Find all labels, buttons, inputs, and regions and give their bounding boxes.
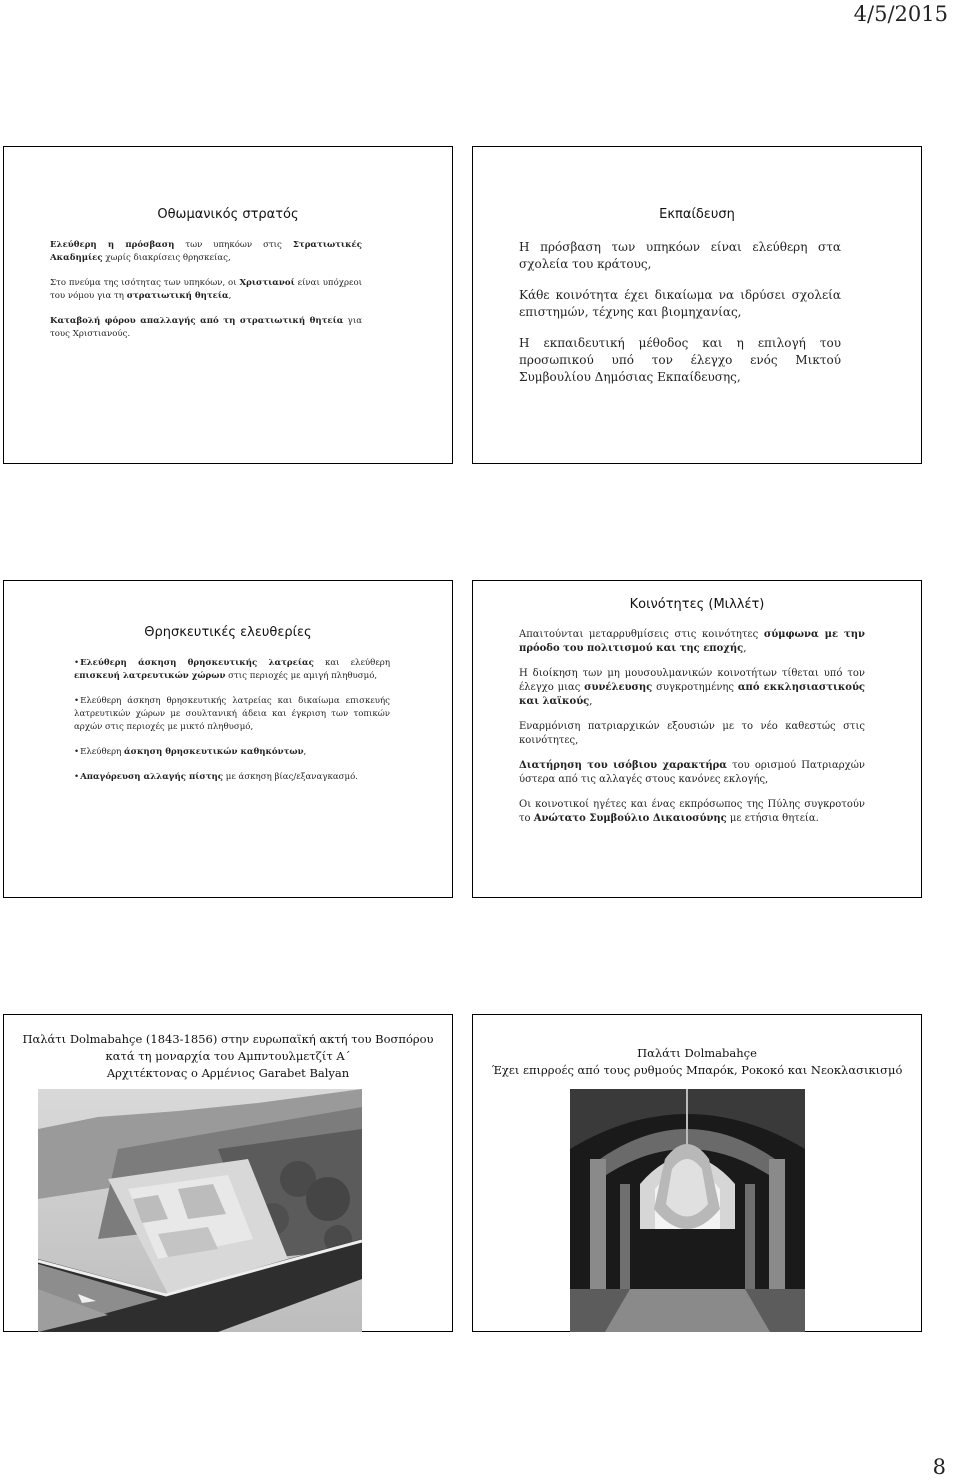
- text-run: ,: [228, 291, 232, 301]
- slide-caption: [4, 1031, 452, 1082]
- text-run: συγκροτημένης: [652, 682, 738, 693]
- bold-text-run: συνέλευσης: [584, 682, 653, 693]
- text-run: Στο πνεύμα της ισότητας των υπηκόων, οι: [50, 278, 240, 288]
- bold-text-run: άσκηση θρησκευτικών καθηκόντων: [124, 747, 304, 757]
- paragraph: [519, 798, 865, 826]
- text-run: Κάθε κοινότητα έχει δικαίωμα να ιδρύσει σχολεία επιστημών, τέχνης και βιομηχανίας,: [519, 288, 841, 319]
- paragraph: [519, 720, 865, 748]
- slide-dolmabahce-interior: [472, 1014, 922, 1332]
- slide-dolmabahce-aerial: [3, 1014, 453, 1332]
- paragraph: [519, 239, 841, 273]
- text-run: Η εκπαιδευτική μέθοδος και η επιλογή του προσωπικού υπό τον έλεγχο ενός Μικτού Συμβουλίου Δημόσιας Εκπαίδευσης,: [519, 336, 841, 384]
- text-run: για τους Χριστιανούς.: [50, 316, 362, 339]
- slide-ottoman-army: [3, 146, 453, 464]
- bold-text-run: Στρατιωτικές Ακαδημίες: [50, 240, 362, 263]
- text-run: στις περιοχές με αμιγή πληθυσμό,: [225, 671, 378, 681]
- caption-line: κατά τη μοναρχία του Αμπντουλμετζίτ Α΄: [105, 1049, 351, 1063]
- slide-religious-freedoms: [3, 580, 453, 898]
- bold-text-run: Ελεύθερη άσκηση θρησκευτικής λατρείας: [80, 658, 314, 668]
- text-run: Η διοίκηση των μη μουσουλμανικών κοινοτήτων τίθεται υπό τον έλεγχο μιας: [519, 668, 865, 693]
- text-run: με ετήσια θητεία.: [726, 813, 819, 824]
- text-run: Ελεύθερη άσκηση θρησκευτικής λατρείας και δικαίωμα επισκευής λατρευτικών χώρων με σουλτανική άδεια και έγκριση των τοπικών αρχών στις περιοχές με μικτό πληθυσμό,: [74, 696, 390, 732]
- palace-interior-photo: [570, 1089, 805, 1332]
- palace-aerial-photo: [38, 1089, 362, 1332]
- slide-body: [519, 628, 865, 837]
- bold-text-run: Καταβολή φόρου απαλλαγής από τη στρατιωτική θητεία: [50, 316, 344, 326]
- bold-text-run: στρατιωτική θητεία: [126, 291, 229, 301]
- caption-line: Έχει επιρροές από τους ρυθμούς Μπαρόκ, Ροκοκό και Νεοκλασικισμό: [491, 1063, 903, 1077]
- bold-text-run: από εκκλησιαστικούς και λαϊκούς: [519, 682, 866, 707]
- slide-caption: [473, 1045, 921, 1079]
- paragraph: [50, 315, 362, 341]
- header-date: 4/5/2015: [853, 2, 948, 26]
- paragraph: [50, 277, 362, 303]
- text-run: ,: [743, 643, 747, 654]
- caption-line: Παλάτι Dolmabahçe (1843-1856) στην ευρωπαϊκή ακτή του Βοσπόρου: [22, 1032, 434, 1046]
- text-run: με άσκηση βίας/εξαναγκασμό.: [223, 772, 358, 782]
- text-run: Ελεύθερη: [80, 747, 125, 757]
- text-run: ,: [303, 747, 307, 757]
- paragraph: [519, 667, 865, 709]
- slide-title: Εκπαίδευση: [659, 207, 735, 222]
- slide-body: [50, 239, 362, 353]
- bold-text-run: Απαγόρευση αλλαγής πίστης: [80, 772, 224, 782]
- text-run: Η πρόσβαση των υπηκόων είναι ελεύθερη στα σχολεία του κράτους,: [519, 240, 841, 271]
- bullet-item: [74, 695, 390, 734]
- caption-line: Παλάτι Dolmabahçe: [637, 1046, 757, 1060]
- bold-text-run: Ελεύθερη η πρόσβαση: [50, 240, 175, 250]
- caption-line: Αρχιτέκτονας ο Αρμένιος Garabet Balyan: [106, 1066, 350, 1080]
- slide-education: [472, 146, 922, 464]
- slide-title: Κοινότητες (Μιλλέτ): [629, 597, 765, 612]
- bold-text-run: Χριστιανοί: [239, 278, 295, 288]
- text-run: και ελεύθερη: [313, 658, 390, 668]
- text-run: ,: [589, 696, 593, 707]
- bullet-item: [74, 657, 390, 683]
- bold-text-run: σύμφωνα με την πρόοδο του πολιτισμού και της εποχής: [519, 629, 865, 654]
- bullet-item: [74, 746, 390, 759]
- text-run: είναι υπόχρεοι του νόμου για τη: [50, 278, 362, 301]
- text-run: Οι κοινοτικοί ηγέτες και ένας εκπρόσωπος της Πύλης συγκροτούν το: [519, 799, 865, 824]
- text-run: χωρίς διακρίσεις θρησκείας,: [102, 253, 231, 263]
- paragraph: [519, 335, 841, 386]
- bold-text-run: επισκευή λατρευτικών χώρων: [74, 671, 226, 681]
- slide-body: [519, 239, 841, 400]
- page-number: 8: [932, 1455, 946, 1479]
- bold-text-run: Διατήρηση του ισόβιου χαρακτήρα: [519, 760, 727, 771]
- paragraph: [519, 628, 865, 656]
- paragraph: [519, 287, 841, 321]
- slide-communities-millet: [472, 580, 922, 898]
- slide-title: Οθωμανικός στρατός: [157, 207, 299, 222]
- text-run: Εναρμόνιση πατριαρχικών εξουσιών με το νέο καθεστώς στις κοινότητες,: [519, 721, 865, 746]
- paragraph: [50, 239, 362, 265]
- bold-text-run: Ανώτατο Συμβούλιο Δικαιοσύνης: [533, 813, 727, 824]
- text-run: Απαιτούνται μεταρρυθμίσεις στις κοινότητες: [519, 629, 764, 640]
- paragraph: [519, 759, 865, 787]
- slide-title: Θρησκευτικές ελευθερίες: [144, 625, 312, 640]
- slide-body: [74, 657, 390, 796]
- bullet-item: [74, 771, 390, 784]
- text-run: του ορισμού Πατριαρχών ύστερα από τις αλλαγές στους κανόνες εκλογής,: [519, 760, 865, 785]
- text-run: των υπηκόων στις: [174, 240, 293, 250]
